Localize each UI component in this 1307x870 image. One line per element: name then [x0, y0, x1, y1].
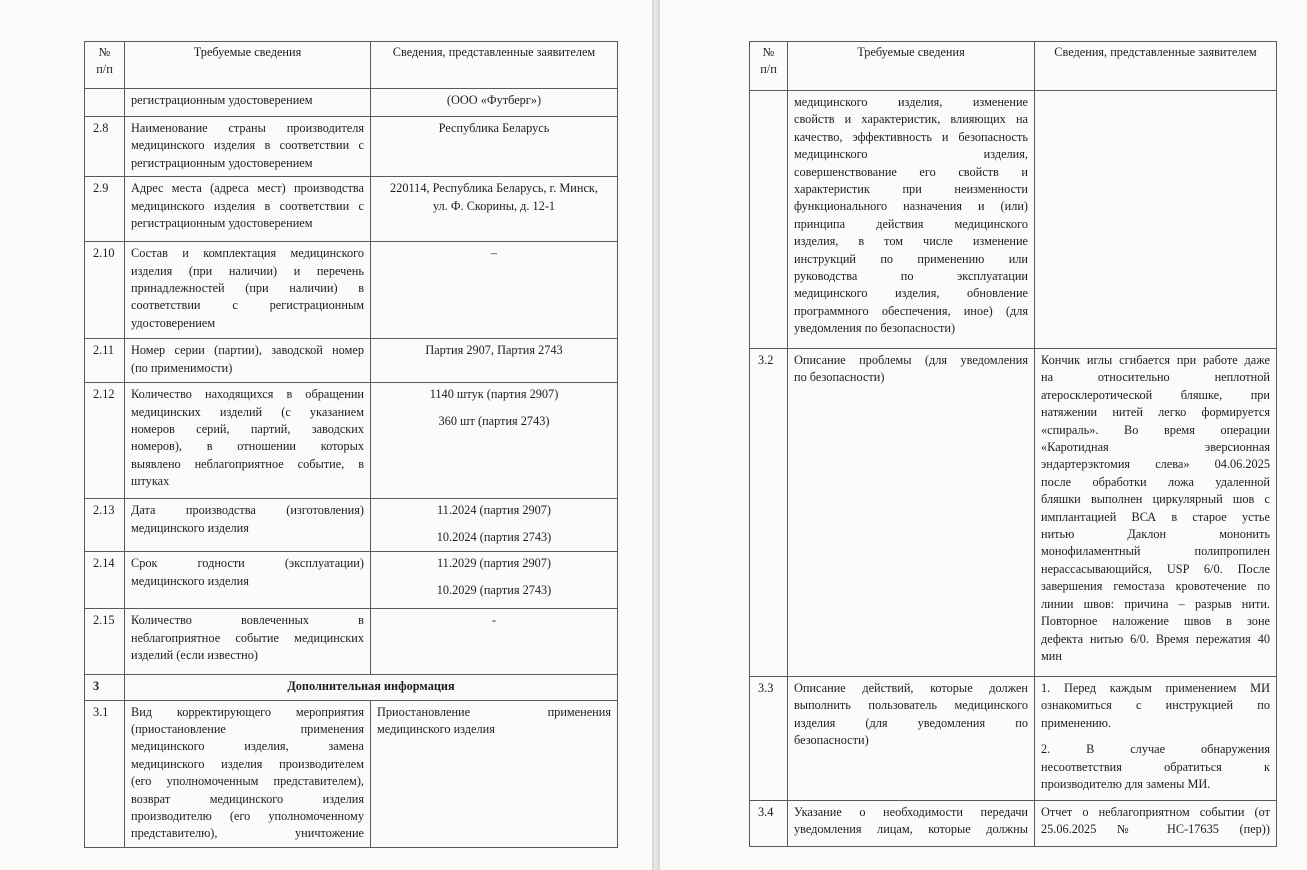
row-num: 3.3 [750, 677, 788, 801]
document-page-right [660, 0, 1307, 870]
table-row [85, 89, 618, 117]
provided-line: завершения гемостаза кровотечение по [1041, 579, 1270, 594]
row-num: 2.12 [85, 383, 125, 499]
provided-line: имплантацией ВСА в старое устье [1041, 509, 1270, 524]
required-line: производителю (его уполномоченному [131, 809, 364, 824]
table-row [85, 117, 618, 177]
required-line: номеров серий, партий, заводских [131, 422, 364, 437]
required-line: Количество находящихся в обращении [131, 387, 364, 402]
table-row [750, 91, 1277, 349]
required-line: уведомления по безопасности) [794, 321, 956, 336]
required-line: Номер серии (партии), заводской номер [131, 343, 364, 358]
required-line: медицинского изделия, [794, 147, 1028, 162]
row-num: 2.13 [85, 499, 125, 552]
row-provided [371, 609, 618, 675]
required-line: Адрес места (адреса мест) производства [131, 181, 364, 196]
header-num [85, 42, 125, 89]
required-line: характеристик при неизменности [794, 182, 1028, 197]
row-required [125, 177, 371, 242]
provided-line: на относительно неплотной [1041, 370, 1270, 385]
required-line: медицинского изделия производителем [131, 756, 364, 771]
provided-line: - [491, 613, 497, 628]
provided-line: ул. Ф. Скорины, д. 12-1 [432, 198, 556, 213]
provided-line: нерассасывающийся, USP 6/0. После [1041, 561, 1270, 576]
required-line: (по применимости) [131, 360, 233, 375]
provided-line: 220114, Республика Беларусь, г. Минск, [390, 181, 598, 196]
required-line: выполнить пользователь медицинского [794, 698, 1028, 713]
table-header-row [85, 42, 618, 89]
table-row [85, 177, 618, 242]
page-gutter [652, 0, 660, 870]
row-num: 3.4 [750, 801, 788, 847]
row-num: 3.2 [750, 349, 788, 677]
required-line: изделия (при наличии) и перечень [131, 263, 364, 278]
required-line: принципа действия медицинского [794, 216, 1028, 231]
required-line: медицинских изделий (с указанием [131, 404, 364, 419]
provided-line: «Каротидная эверсионная [1041, 440, 1270, 455]
document-page-left [0, 0, 652, 870]
table-row [750, 349, 1277, 677]
row-required [125, 242, 371, 339]
row-required [125, 117, 371, 177]
row-num [750, 91, 788, 349]
provided-line: несоответствия обратиться к [1041, 759, 1270, 774]
required-line: медицинского изделия в соответствии с [131, 138, 364, 153]
required-line: медицинского изделия [131, 573, 249, 588]
provided-line: применению. [1041, 715, 1112, 730]
required-line: программного обеспечения, иное) (для [794, 303, 1028, 318]
provided-line: линии швов: причина – разрыв нити. [1041, 596, 1270, 611]
table-row [85, 700, 618, 847]
required-line: Описание проблемы (для уведомления [794, 353, 1028, 367]
table-row [85, 339, 618, 383]
required-line: Срок годности (эксплуатации) [131, 556, 364, 571]
header-provided: Сведения, представленные заявителем [371, 42, 618, 89]
required-line: соответствии с регистрационным [131, 298, 364, 313]
row-required [788, 349, 1035, 677]
row-num [85, 89, 125, 117]
row-required [125, 383, 371, 499]
provided-line: ознакомиться с инструкцией по [1041, 698, 1270, 713]
provided-line: Партия 2907, Партия 2743 [425, 343, 563, 358]
provided-line: 11.2024 (партия 2907) [436, 503, 552, 518]
required-line: медицинского изделия в соответствии с [131, 198, 364, 213]
required-line: Количество вовлеченных в [131, 613, 364, 628]
required-line: функционального назначения и (или) [794, 199, 1028, 214]
header-required: Требуемые сведения [125, 42, 371, 89]
required-line: номеров), в отношении которых [131, 439, 364, 454]
required-line: Описание действий, которые должен [794, 681, 1028, 695]
header-num-line: № [98, 45, 111, 59]
header-provided: Сведения, представленные заявителем [1035, 42, 1277, 91]
row-required [125, 700, 371, 847]
required-line: изделия (для уведомления по [794, 715, 1028, 730]
row-required [125, 499, 371, 552]
required-line: инструкций по применению или [794, 251, 1028, 266]
required-line: качество, эффективность и безопасность [794, 129, 1028, 144]
section-num: 3 [85, 675, 125, 700]
provided-line: 25.06.2025 № НС-17635 (пер)) [1041, 822, 1270, 837]
required-line: медицинского изделия, замена [131, 739, 364, 754]
provided-line: 1140 штук (партия 2907) [429, 387, 559, 402]
header-num-line: п/п [760, 62, 777, 77]
required-line: Дата производства (изготовления) [131, 503, 364, 518]
row-provided [371, 242, 618, 339]
provided-line: после обработки ложа удаленной [1041, 474, 1270, 489]
row-num: 3.1 [85, 700, 125, 847]
provided-line: производителю для замены МИ. [1041, 777, 1211, 792]
required-line: совершенствование его свойств и [794, 164, 1028, 179]
table-row [85, 499, 618, 552]
provided-line: Кончик иглы сгибается при работе даже [1041, 353, 1270, 367]
row-provided [1035, 91, 1277, 349]
required-line: штуках [131, 474, 170, 489]
row-provided [1035, 801, 1277, 847]
header-num [750, 42, 788, 91]
table-row [85, 609, 618, 675]
table-row [85, 552, 618, 609]
provided-line: Отчет о неблагоприятном событии (от [1041, 805, 1270, 819]
table-row [85, 383, 618, 499]
info-table-left [84, 41, 618, 848]
provided-line: Приостановление применения [377, 704, 611, 719]
row-required [125, 339, 371, 383]
provided-line: дефекта нитью 6/0. Время пережатия 40 [1041, 631, 1270, 646]
provided-line: Республика Беларусь [438, 121, 550, 135]
required-line: регистрационным удостоверением [131, 155, 313, 170]
provided-line: (ООО «Футберг») [446, 93, 542, 107]
section-row [85, 675, 618, 700]
provided-line: атеросклеротической бляшке, при [1041, 387, 1270, 402]
required-line: уведомления лицам, которые должны [794, 822, 1028, 837]
required-line: изделия, в том числе изменение [794, 234, 1028, 249]
required-line: (его уполномоченным представителем), [131, 774, 364, 789]
row-required [788, 91, 1035, 349]
required-line: медицинского изделия, обновление [794, 286, 1028, 301]
provided-line: медицинского изделия [377, 722, 495, 737]
provided-line: монофиламентный полипропилен [1041, 544, 1270, 559]
required-line: Вид корректирующего мероприятия [131, 704, 364, 719]
section-title: Дополнительная информация [125, 675, 618, 700]
required-line: Состав и комплектация медицинского [131, 246, 364, 261]
required-line: удостоверением [131, 315, 216, 330]
row-required [788, 801, 1035, 847]
row-num: 2.10 [85, 242, 125, 339]
provided-line: 10.2024 (партия 2743) [436, 529, 552, 544]
row-required [125, 552, 371, 609]
row-provided [371, 117, 618, 177]
row-provided [371, 499, 618, 552]
provided-line: натяжении нитей легко формируется [1041, 405, 1270, 420]
row-num: 2.14 [85, 552, 125, 609]
row-num: 2.8 [85, 117, 125, 177]
header-required: Требуемые сведения [788, 42, 1035, 91]
required-line: регистрационным удостоверением [131, 93, 313, 107]
row-required [125, 89, 371, 117]
info-table-right [749, 41, 1277, 847]
required-line: выявлено неблагоприятное событие, в [131, 456, 364, 471]
row-provided [371, 89, 618, 117]
row-provided [371, 700, 618, 847]
required-line: (приостановление применения [131, 722, 364, 737]
table-row [85, 242, 618, 339]
provided-line: – [490, 246, 498, 261]
provided-line: 360 шт (партия 2743) [438, 413, 550, 428]
row-provided [371, 552, 618, 609]
required-line: свойств и характеристик, влияющих на [794, 112, 1028, 127]
row-required [125, 609, 371, 675]
provided-line: эндартерэктомия слева» 04.06.2025 [1041, 457, 1270, 472]
row-provided [1035, 349, 1277, 677]
required-line: по безопасности) [794, 370, 885, 385]
table-header-row [750, 42, 1277, 91]
required-line: медицинского изделия, изменение [794, 95, 1028, 109]
header-num-line: № [762, 45, 775, 59]
provided-line: «спираль». Во время операции [1041, 422, 1270, 437]
row-provided [1035, 677, 1277, 801]
required-line: возврат медицинского изделия [131, 791, 364, 806]
provided-line: 11.2029 (партия 2907) [436, 556, 552, 571]
provided-line: мин [1041, 648, 1062, 663]
required-line: регистрационным удостоверением [131, 216, 313, 231]
row-num: 2.9 [85, 177, 125, 242]
provided-line: Повторное наложение швов в зоне [1041, 614, 1270, 629]
required-line: безопасности) [794, 733, 869, 748]
required-line: принадлежностей (при наличии) в [131, 281, 364, 296]
required-line: руководства по эксплуатации [794, 269, 1028, 284]
provided-line: 2. В случае обнаружения [1041, 742, 1270, 757]
row-num: 2.11 [85, 339, 125, 383]
required-line: представителю), уничтожение [131, 826, 364, 841]
provided-line: 1. Перед каждым применением МИ [1041, 681, 1270, 695]
row-provided [371, 383, 618, 499]
row-num: 2.15 [85, 609, 125, 675]
table-row [750, 801, 1277, 847]
row-provided [371, 339, 618, 383]
row-provided [371, 177, 618, 242]
required-line: Наименование страны производителя [131, 121, 364, 135]
provided-line: нитью Даклон мононить [1041, 527, 1270, 542]
required-line: медицинского изделия [131, 520, 249, 535]
required-line: неблагоприятное событие медицинских [131, 630, 364, 645]
required-line: Указание о необходимости передачи [794, 805, 1028, 819]
provided-line: 10.2029 (партия 2743) [436, 582, 552, 597]
provided-line: бляшки выполнен циркулярный шов с [1041, 492, 1270, 507]
row-required [788, 677, 1035, 801]
header-num-line: п/п [96, 62, 113, 77]
table-row [750, 677, 1277, 801]
required-line: изделий (если известно) [131, 648, 259, 663]
